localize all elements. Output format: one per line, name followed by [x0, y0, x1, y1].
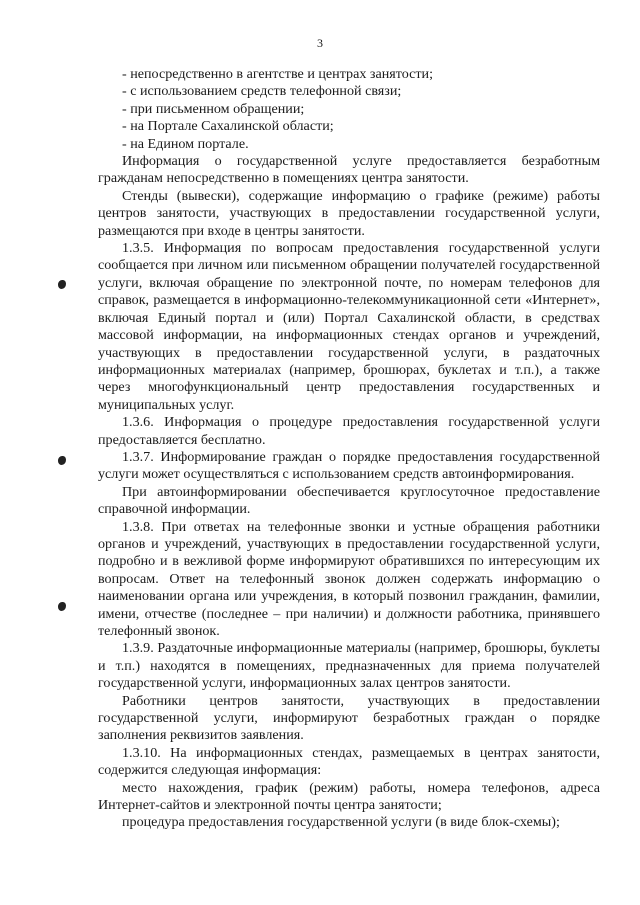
paragraph-1-3-6: 1.3.6. Информация о процедуре предоставления государственной услуги предоставляется бесплатно. — [98, 414, 600, 448]
paragraph-1-3-5: 1.3.5. Информация по вопросам предоставления государственной услуги сообщается при личном или письменном обращении получателей государственной услуги, включая обращение по электронной почте, по номерам телефонов для справок, размещается в информационно-телекоммуникационной сети «Интернет», включая Единый портал и (или) Портал Сахалинской области, в средствах массовой информации, на информационных стендах органов и учреждений, участвующих в предоставлении государственной услуги, в раздаточных информационных материалах (например, брошюрах, буклетах и т.п.), а также через многофункциональный центр предоставления государственных и муниципальных услуг. — [98, 240, 600, 413]
list-item: - на Едином портале. — [122, 135, 249, 152]
paragraph: процедура предоставления государственной услуги (в виде блок-схемы); — [122, 814, 560, 831]
paragraph-1-3-8: 1.3.8. При ответах на телефонные звонки и устные обращения работники органов и учреждений, участвующих в предоставлении государственной услуги, подробно и в вежливой форме информируют обратившихся по интересующим их вопросам. Ответ на телефонный звонок должен содержать информацию о наименовании органа или учреждения, в который позвонил гражданин, фамилии, имени, отчестве (последнее – при наличии) и должности работника, принявшего телефонный звонок. — [98, 518, 600, 639]
paragraph: Информация о государственной услуге предоставляется безработным гражданам непосредственно в помещениях центра занятости. — [98, 153, 600, 187]
list-item: - непосредственно в агентстве и центрах занятости; — [122, 66, 434, 82]
punch-hole-mark — [58, 456, 66, 465]
paragraph: место нахождения, график (режим) работы, номера телефонов, адреса Интернет-сайтов и электронной почты центра занятости; — [98, 779, 600, 814]
paragraph-1-3-9: 1.3.9. Раздаточные информационные материалы (например, брошюры, буклеты и т.п.) находятся в помещениях, предназначенных для приема получателей государственной услуги, информационных залах центров занятости. — [98, 640, 600, 692]
list-item: - на Портале Сахалинской области; — [122, 118, 334, 135]
list-item: - с использованием средств телефонной связи; — [122, 83, 402, 100]
paragraph-1-3-7: 1.3.7. Информирование граждан о порядке предоставления государственной услуги может осуществляться с использованием средств автоинформирования. — [98, 448, 600, 483]
paragraph: Стенды (вывески), содержащие информацию о графике (режиме) работы центров занятости, участвующих в предоставлении государственной услуги, размещаются при входе в центры занятости. — [98, 187, 600, 239]
punch-hole-mark — [58, 602, 66, 611]
paragraph: Работники центров занятости, участвующих в предоставлении государственной услуги, информируют безработных граждан о порядке заполнения реквизитов заявления. — [98, 692, 600, 744]
list-item: - при письменном обращении; — [122, 100, 305, 117]
paragraph: При автоинформировании обеспечивается круглосуточное предоставление справочной информации. — [98, 483, 600, 518]
punch-hole-mark — [58, 280, 66, 289]
page-number: 3 — [317, 36, 323, 50]
paragraph-1-3-10: 1.3.10. На информационных стендах, размещаемых в центрах занятости, содержится следующая информация: — [98, 744, 600, 779]
document-body — [98, 66, 600, 832]
